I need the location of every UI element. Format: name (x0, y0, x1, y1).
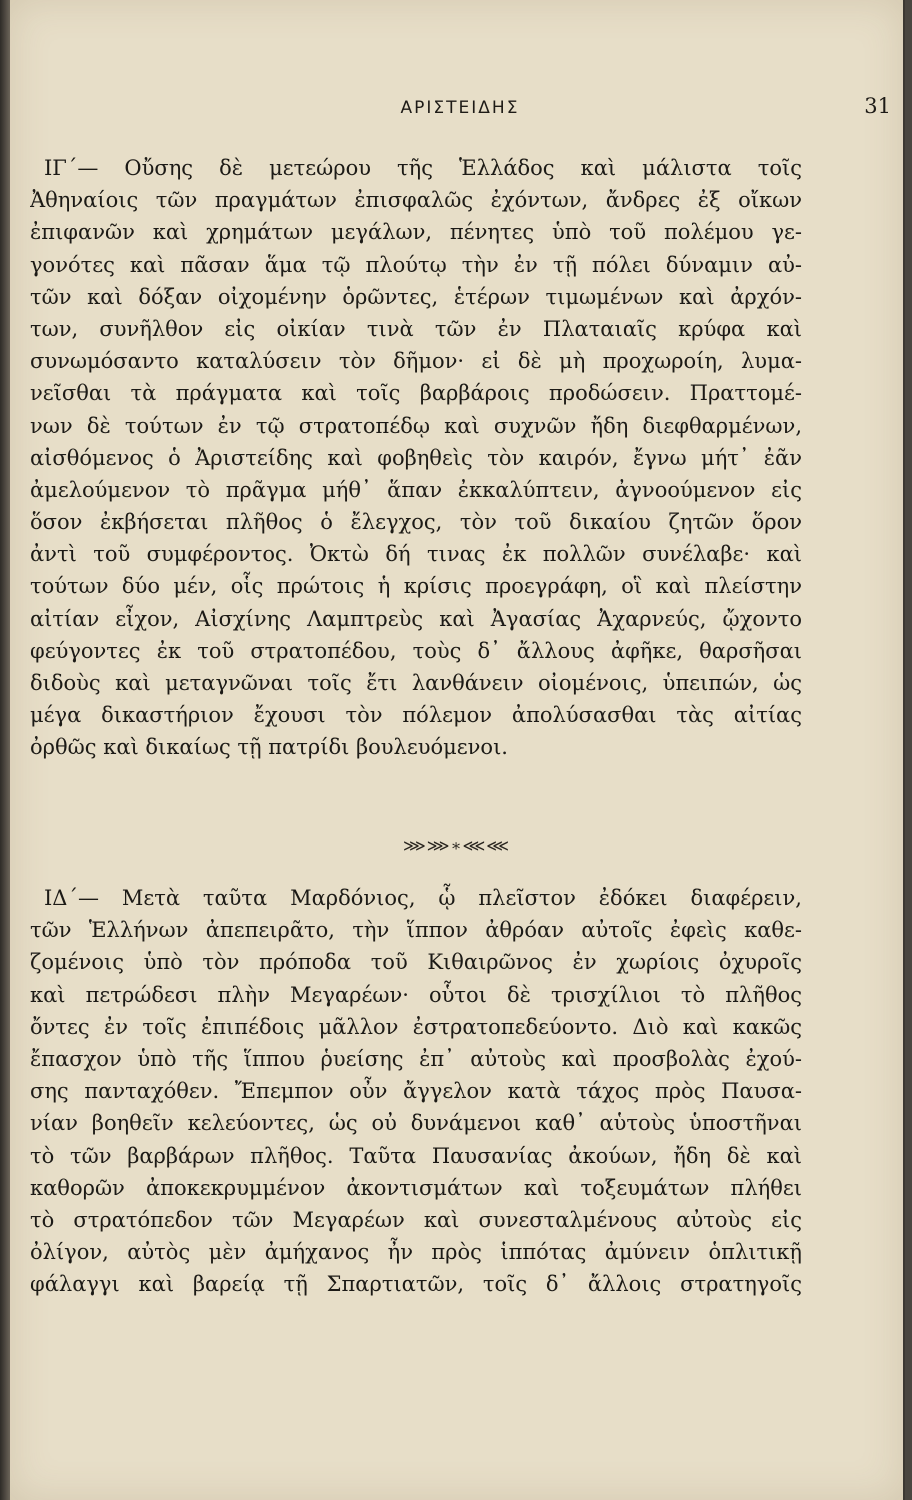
text-line: ΙΔ΄— Μετὰ ταῦτα Μαρδόνιος, ᾧ πλεῖστον ἐδόκει διαφέρειν, (44, 886, 802, 910)
text-line: ἀντὶ τοῦ συμφέροντος. Ὀκτὼ δή τινας ἐκ πολλῶν συνέλαβε· καὶ (30, 542, 802, 567)
text-line: ΙΓ΄— Οὔσης δὲ μετεώρου τῆς Ἑλλάδος καὶ μάλιστα τοῖς (44, 156, 802, 180)
text-line: ἐπιφανῶν καὶ χρημάτων μεγάλων, πένητες ὑπὸ τοῦ πολέμου γε- (30, 220, 802, 245)
text-line: τὸ τῶν βαρβάρων πλῆθος. Ταῦτα Παυσανίας ἀκούων, ἤδη δὲ καὶ (30, 1143, 802, 1168)
text-line: τὸ στρατόπεδον τῶν Μεγαρέων καὶ συνεσταλμένους αὐτοὺς εἰς (30, 1207, 802, 1232)
text-line: καθορῶν ἀποκεκρυμμένον ἀκοντισμάτων καὶ τοξευμάτων πλήθει (30, 1175, 802, 1200)
text-line: τῶν καὶ δόξαν οἰχομένην ὁρῶντες, ἑτέρων τιμωμένων καὶ ἀρχόν- (30, 284, 802, 309)
text-line: τῶν Ἑλλήνων ἀπεπειρᾶτο, τὴν ἵππον ἀθρόαν αὐτοῖς ἐφεὶς καθε- (30, 918, 802, 943)
text-line: νίαν βοηθεῖν κελεύοντες, ὡς οὐ δυνάμενοι καθ᾽ αὑτοὺς ὑποστῆναι (30, 1111, 802, 1136)
text-line: καὶ πετρώδεσι πλὴν Μεγαρέων· οὗτοι δὲ τρισχίλιοι τὸ πλῆθος (30, 982, 802, 1007)
text-line: σης πανταχόθεν. Ἔπεμπον οὖν ἄγγελον κατὰ τάχος πρὸς Παυσα- (30, 1079, 802, 1104)
text-line: ζομένοις ὑπὸ τὸν πρόποδα τοῦ Κιθαιρῶνος ἐν χωρίοις ὀχυροῖς (30, 950, 802, 975)
text-line: φεύγοντες ἐκ τοῦ στρατοπέδου, τοὺς δ᾽ ἄλλους ἀφῆκε, θαρσῆσαι (30, 638, 802, 663)
text-line: διδοὺς καὶ μεταγνῶναι τοῖς ἔτι λανθάνειν οἰομένοις, ὑπειπών, ὡς (30, 671, 802, 695)
text-line: ἀμελούμενον τὸ πρᾶγμα μήθ᾽ ἅπαν ἐκκαλύπτειν, ἀγνοούμενον εἰς (30, 477, 802, 502)
text-line: φάλαγγι καὶ βαρείᾳ τῇ Σπαρτιατῶν, τοῖς δ᾽ ἄλλοις στρατηγοῖς (30, 1272, 802, 1297)
page-number: 31 (864, 94, 891, 118)
running-title: ΑΡΙΣΤΕΙΔΗΣ (400, 98, 520, 118)
chapter-14-paragraph (30, 882, 802, 1300)
text-line: νεῖσθαι τὰ πράγματα καὶ τοῖς βαρβάροις προδώσειν. Πραττομέ- (30, 381, 802, 406)
text-line: νων δὲ τούτων ἐν τῷ στρατοπέδῳ καὶ συχνῶν ἤδη διεφθαρμένων, (30, 413, 802, 438)
chapter-13-paragraph (30, 152, 802, 764)
book-page (10, 0, 905, 1500)
text-line: Ἀθηναίοις τῶν πραγμάτων ἐπισφαλῶς ἐχόντων, ἄνδρες ἐξ οἴκων (30, 188, 802, 213)
text-line: γονότες καὶ πᾶσαν ἅμα τῷ πλούτῳ τὴν ἐν τῇ πόλει δύναμιν αὐ- (30, 252, 802, 277)
running-head (10, 94, 903, 124)
text-line: αἰτίαν εἶχον, Αἰσχίνης Λαμπτρεὺς καὶ Ἀγασίας Ἀχαρνεύς, ᾤχοντο (30, 606, 802, 631)
text-line: ὀρθῶς καὶ δικαίως τῇ πατρίδι βουλευόμενοι. (30, 735, 508, 760)
text-line: τούτων δύο μέν, οἷς πρώτοις ἡ κρίσις προεγράφη, οἳ καὶ πλείστην (30, 574, 802, 599)
text-line: μέγα δικαστήριον ἔχουσι τὸν πόλεμον ἀπολύσασθαι τὰς αἰτίας (30, 703, 802, 728)
text-line: συνωμόσαντο καταλύσειν τὸν δῆμον· εἰ δὲ μὴ προχωροίη, λυμα- (30, 349, 802, 374)
text-line: ὀλίγον, αὐτὸς μὲν ἀμήχανος ἦν πρὸς ἱππότας ἀμύνειν ὁπλιτικῇ (30, 1240, 802, 1265)
section-ornament: ⋙⋙∗⋘⋘ (403, 836, 510, 855)
text-line: ὅσον ἐκβήσεται πλῆθος ὁ ἔλεγχος, τὸν τοῦ δικαίου ζητῶν ὅρον (30, 510, 802, 535)
text-line: αἰσθόμενος ὁ Ἀριστείδης καὶ φοβηθεὶς τὸν καιρόν, ἔγνω μήτ᾽ ἐᾶν (30, 445, 802, 470)
text-line: ἔπασχον ὑπὸ τῆς ἵππου ῥυείσης ἐπ᾽ αὐτοὺς καὶ προσβολὰς ἐχού- (30, 1046, 802, 1071)
book-gutter (0, 0, 10, 1500)
text-line: ὄντες ἐν τοῖς ἐπιπέδοις μᾶλλον ἐστρατοπεδεύοντο. Διὸ καὶ κακῶς (30, 1014, 802, 1039)
text-line: των, συνῆλθον εἰς οἰκίαν τινὰ τῶν ἐν Πλαταιαῖς κρύφα καὶ (30, 316, 802, 341)
